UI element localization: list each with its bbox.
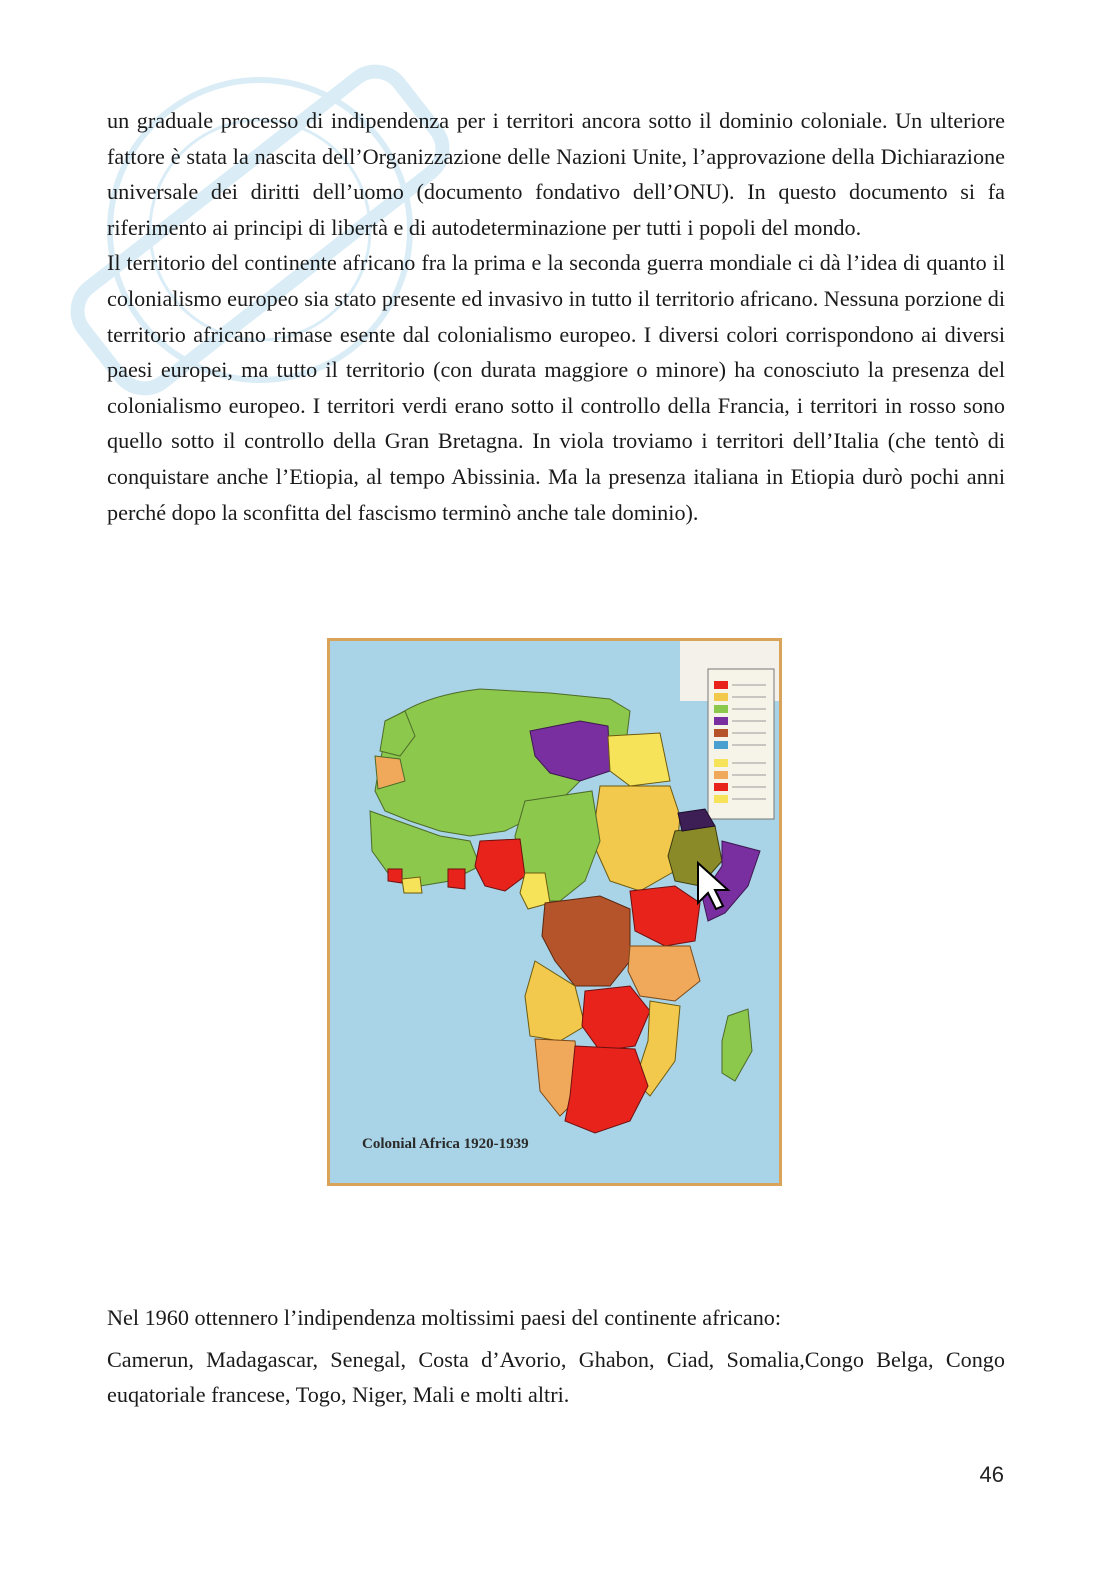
body-text-bottom	[107, 1300, 1005, 1413]
map-gold-coast	[448, 869, 465, 889]
legend-mandate-1	[714, 759, 728, 767]
map-illustration	[330, 641, 779, 1183]
legend-spain	[714, 741, 728, 749]
legend-mandate-2	[714, 771, 728, 779]
legend-belgium	[714, 729, 728, 737]
map-sierra-leone	[388, 869, 402, 883]
legend-mandate-3	[714, 783, 728, 791]
map-liberia	[402, 877, 422, 893]
colonial-africa-map	[327, 638, 782, 1186]
paragraph-1: un graduale processo di indipendenza per i territori ancora sotto il dominio coloniale. Un ulteriore fattore è stata la nascita dell’Organizzazione delle Nazioni Unite, l’approvazione della Dichiarazione universale dei diritti dell’uomo (documento fondativo dell’ONU). In questo documento si fa riferimento ai principi di libertà e di autodeterminazione per tutti i popoli del mondo.	[107, 108, 1005, 240]
paragraph-3: Nel 1960 ottennero l’indipendenza moltissimi paesi del continente africano:	[107, 1305, 782, 1330]
legend-portugal	[714, 693, 728, 701]
page-number: 46	[979, 1462, 1004, 1487]
map-caption: Colonial Africa 1920-1939	[362, 1136, 529, 1152]
body-text-top	[107, 103, 1005, 530]
legend-italy	[714, 717, 728, 725]
paragraph-4: Camerun, Madagascar, Senegal, Costa d’Avorio, Ghabon, Ciad, Somalia,Congo Belga, Congo euqatoriale francese, Togo, Niger, Mali e molti altri.	[107, 1346, 1005, 1408]
paragraph-2: Il territorio del continente africano fra la prima e la seconda guerra mondiale ci dà l’idea di quanto il colonialismo europeo sia stato presente ed invasivo in tutto il territorio africano. Nessuna porzione di territorio africano rimase esente dal colonialismo europeo. I diversi colori corrispondono ai diversi paesi europei, ma tutto il territorio (con durata maggiore o minore) ha conosciuto la presenza del colonialismo europeo. I territori verdi erano sotto il controllo della Francia, i territori in rosso sono quello sotto il controllo della Gran Bretagna. In viola troviamo i territori dell’Italia (che tentò di conquistare anche l’Etiopia, al tempo Abissinia. Ma la presenza italiana in Etiopia durò pochi anni perché dopo la sconfitta del fascismo terminò anche tale dominio).	[107, 250, 1005, 525]
legend-mandate-4	[714, 795, 728, 803]
legend-france	[714, 705, 728, 713]
legend-britain	[714, 681, 728, 689]
